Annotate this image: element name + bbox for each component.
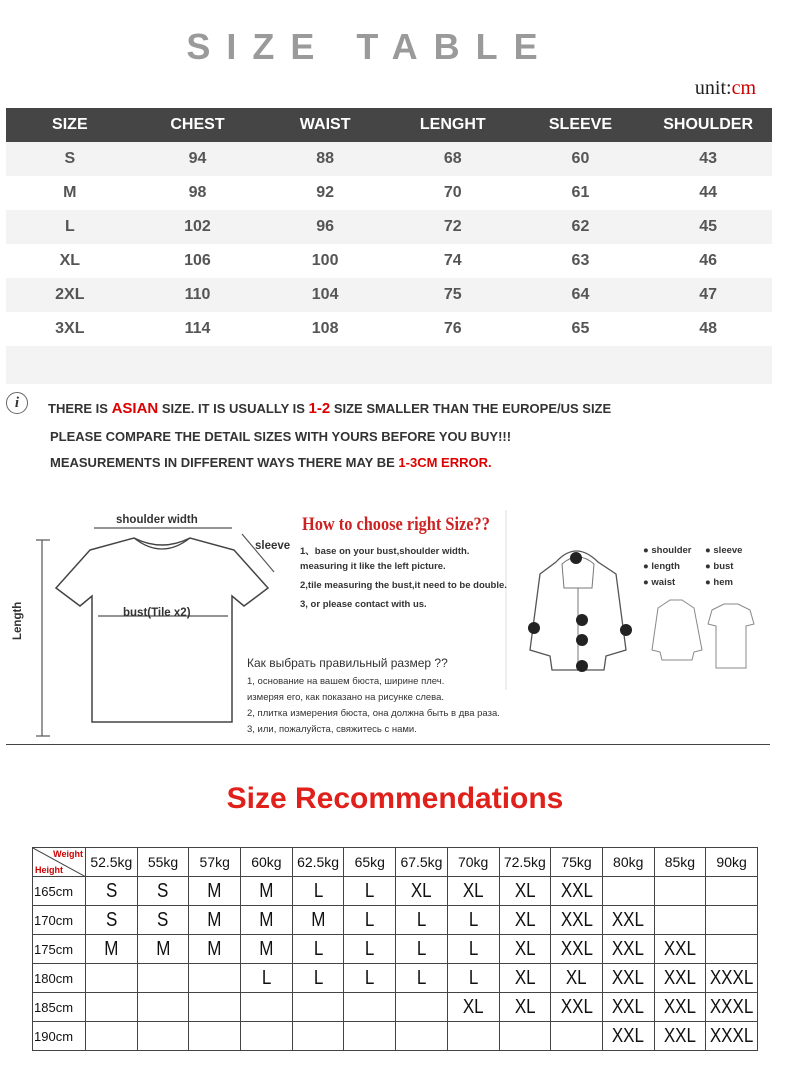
ru-guide-title: Как выбрать правильный размер ?? [247, 656, 448, 670]
size-cell: 108 [311, 320, 339, 337]
size-recommendation-cell [396, 906, 448, 935]
size-recommendation-value: L [468, 908, 478, 931]
size-recommendation-cell [292, 993, 344, 1022]
weight-header: 70kg [447, 848, 499, 877]
size-cell: 92 [316, 184, 335, 201]
recommendation-row [33, 935, 758, 964]
recommendation-row [33, 1022, 758, 1051]
size-recommendation-cell [396, 877, 448, 906]
size-cell: 3XL [55, 320, 85, 337]
page-title: SIZE TABLE [186, 26, 554, 67]
size-col-header: CHEST [134, 108, 262, 142]
recommendation-row [33, 964, 758, 993]
recommendation-header [33, 848, 758, 877]
size-recommendation-value: L [416, 937, 427, 960]
weight-header: 72.5kg [499, 848, 551, 877]
size-recommendation-cell [499, 877, 551, 906]
weight-header: 75kg [551, 848, 603, 877]
size-recommendation-value: XL [462, 995, 484, 1018]
size-recommendation-cell [551, 877, 603, 906]
note-highlight: 1-2 [308, 400, 331, 417]
height-cell: 180cm [33, 964, 86, 993]
size-recommendation-cell [292, 964, 344, 993]
bust-label: bust(Tile x2) [123, 607, 191, 619]
size-recommendation-value: L [261, 966, 272, 989]
legend-label: length [651, 561, 680, 572]
size-row [6, 312, 772, 346]
weight-header: 67.5kg [396, 848, 448, 877]
size-cell: 96 [261, 210, 389, 244]
size-recommendation-cell [396, 935, 448, 964]
size-recommendation-value: L [313, 937, 323, 960]
size-cell: 63 [571, 252, 590, 269]
weight-header: 55kg [137, 848, 189, 877]
info-icon: i [6, 392, 28, 414]
size-recommendation-cell [499, 1022, 551, 1051]
size-recommendation-cell [292, 877, 344, 906]
note-highlight: ASIAN [111, 400, 159, 417]
size-cell: XL [59, 252, 81, 269]
size-cell: 46 [699, 252, 718, 269]
size-recommendation-value: XXL [560, 879, 593, 902]
size-recommendation-cell [241, 993, 293, 1022]
size-recommendation-cell [189, 1022, 241, 1051]
size-recommendation-value: XL [514, 966, 536, 989]
size-recommendation-cell [292, 1022, 344, 1051]
size-recommendation-cell [86, 964, 138, 993]
size-recommendation-cell [447, 993, 499, 1022]
recommendations-title: Size Recommendations [226, 782, 564, 815]
height-cell: 190cm [33, 1022, 86, 1051]
size-recommendation-cell [602, 1022, 654, 1051]
size-recommendation-cell [396, 964, 448, 993]
size-recommendation-cell [654, 906, 706, 935]
size-recommendation-cell [499, 964, 551, 993]
size-recommendation-cell [602, 935, 654, 964]
legend-item: ● shoulder [643, 545, 692, 556]
size-cell: 45 [644, 210, 772, 244]
size-cell: 47 [644, 278, 772, 312]
size-recommendation-cell [189, 935, 241, 964]
legend-item: ● bust [705, 561, 734, 572]
corner-height-label: Height [35, 865, 63, 875]
size-recommendation-cell [189, 906, 241, 935]
size-recommendation-cell [241, 964, 293, 993]
note-asian-size [48, 400, 611, 417]
size-recommendation-value: L [416, 908, 427, 931]
size-recommendation-value: XL [566, 966, 587, 989]
size-recommendation-value: M [207, 937, 222, 960]
size-recommendation-value: XXL [560, 937, 593, 960]
marker-3 [576, 614, 588, 626]
size-recommendation-cell [551, 964, 603, 993]
size-recommendation-cell [344, 906, 396, 935]
size-cell: M [63, 184, 77, 201]
size-recommendation-value: M [155, 937, 171, 960]
size-recommendation-value: L [365, 908, 375, 931]
size-recommendation-value: M [259, 937, 274, 960]
size-recommendation-cell [396, 993, 448, 1022]
size-recommendation-cell [447, 906, 499, 935]
size-cell: 114 [184, 320, 211, 337]
note-text: SIZE SMALLER THAN THE EUROPE/US SIZE [330, 401, 612, 416]
size-cell: 2XL [6, 278, 134, 312]
size-cell: 75 [389, 278, 517, 312]
note-text: SIZE. IT IS USUALLY IS [158, 401, 309, 416]
legend-label: waist [651, 577, 676, 588]
size-cell: 98 [188, 184, 207, 201]
size-recommendation-value: L [365, 937, 375, 960]
choose-size-title: How to choose right Size?? [302, 514, 490, 535]
guide-step: measuring it like the left picture. [300, 561, 446, 572]
weight-header: 65kg [344, 848, 396, 877]
sleeve-label: sleeve [255, 540, 291, 552]
size-cell: 43 [644, 142, 772, 176]
size-recommendation-cell [189, 964, 241, 993]
size-recommendation-cell [654, 935, 706, 964]
legend-label: hem [713, 577, 733, 588]
note-text: MEASUREMENTS IN DIFFERENT WAYS THERE MAY BE [50, 455, 399, 470]
marker-5 [576, 634, 588, 646]
recommendation-table [32, 847, 758, 1051]
ru-guide-step: измеряя его, как показано на рисунке слева. [247, 692, 445, 703]
note-error [50, 455, 492, 470]
size-recommendation-cell [447, 1022, 499, 1051]
size-col-header: SIZE [6, 108, 134, 142]
size-recommendation-cell [602, 964, 654, 993]
legend-item: ● hem [705, 577, 733, 588]
size-recommendation-cell [706, 906, 758, 935]
size-recommendation-value: XXL [663, 966, 696, 989]
size-recommendation-cell [137, 964, 189, 993]
size-recommendation-cell [189, 993, 241, 1022]
size-col-header: LENGHT [389, 108, 517, 142]
tee-outline [708, 604, 754, 668]
size-recommendation-value: L [313, 879, 323, 902]
length-label: Length [12, 601, 24, 640]
size-recommendation-cell [447, 964, 499, 993]
size-row [6, 176, 772, 210]
size-recommendation-cell [86, 877, 138, 906]
marker-1 [570, 552, 582, 564]
size-recommendation-cell [241, 877, 293, 906]
size-cell: 64 [517, 278, 645, 312]
legend-label: sleeve [713, 545, 743, 556]
size-recommendation-cell [86, 1022, 138, 1051]
size-recommendation-cell [137, 1022, 189, 1051]
size-row [6, 278, 772, 312]
recommendation-body [33, 877, 758, 1051]
size-recommendation-cell [654, 993, 706, 1022]
height-cell: 170cm [33, 906, 86, 935]
weight-header: 57kg [189, 848, 241, 877]
size-recommendation-value: XXL [612, 937, 645, 960]
size-cell: 102 [134, 210, 262, 244]
marker-2 [620, 624, 632, 636]
size-row [6, 210, 772, 244]
size-recommendation-cell [447, 935, 499, 964]
size-recommendation-cell [344, 1022, 396, 1051]
size-recommendation-value: XXL [560, 995, 593, 1018]
weight-header: 52.5kg [86, 848, 138, 877]
size-recommendation-value: XXXL [710, 966, 754, 989]
size-recommendation-cell [499, 935, 551, 964]
note-text: THERE IS [48, 401, 112, 416]
sweater-outline [652, 600, 702, 660]
size-table [6, 108, 772, 384]
size-recommendation-value: L [468, 966, 478, 989]
size-cell: S [6, 142, 134, 176]
size-recommendation-value: XL [514, 995, 536, 1018]
size-recommendation-value: M [207, 908, 222, 931]
size-recommendation-cell [551, 935, 603, 964]
size-recommendation-value: M [259, 908, 274, 931]
size-recommendation-value: M [311, 908, 326, 931]
size-recommendation-value: S [157, 879, 169, 902]
unit-label [695, 77, 756, 100]
guide-step: 3, or please contact with us. [300, 599, 427, 610]
size-cell: 110 [134, 278, 262, 312]
size-recommendation-cell [292, 906, 344, 935]
unit-value: cm [731, 77, 756, 99]
size-recommendation-cell [344, 993, 396, 1022]
size-recommendation-value: XL [411, 879, 432, 902]
size-cell: 72 [389, 210, 517, 244]
shoulder-width-label: shoulder width [116, 514, 198, 526]
size-col-header: SLEEVE [517, 108, 645, 142]
legend-item: ● waist [643, 577, 676, 588]
size-recommendation-cell [447, 877, 499, 906]
size-recommendation-cell [499, 906, 551, 935]
size-cell: 74 [443, 252, 462, 269]
size-recommendation-value: XXL [612, 908, 645, 931]
size-cell: 104 [261, 278, 389, 312]
size-recommendation-cell [137, 993, 189, 1022]
legend-label: shoulder [651, 545, 692, 556]
size-cell: 61 [571, 184, 590, 201]
size-cell: 68 [389, 142, 517, 176]
size-recommendation-value: XXL [663, 995, 696, 1018]
size-cell: 60 [517, 142, 645, 176]
size-recommendation-cell [396, 1022, 448, 1051]
size-recommendation-value: XXL [612, 995, 645, 1018]
size-recommendation-cell [137, 935, 189, 964]
size-recommendation-cell [706, 964, 758, 993]
height-cell: 165cm [33, 877, 86, 906]
weight-header: 90kg [706, 848, 758, 877]
weight-header: 60kg [241, 848, 293, 877]
size-cell: 106 [184, 252, 211, 269]
size-recommendation-value: XL [514, 879, 536, 902]
size-recommendation-cell [654, 1022, 706, 1051]
size-recommendation-cell [602, 993, 654, 1022]
size-cell: 88 [261, 142, 389, 176]
size-recommendation-cell [706, 1022, 758, 1051]
size-recommendation-cell [86, 906, 138, 935]
size-recommendation-cell [654, 964, 706, 993]
ru-guide-step: 2, плитка измерения бюста, она должна быть в два раза. [247, 708, 500, 719]
size-recommendation-value: L [468, 937, 478, 960]
size-recommendation-value: L [365, 966, 375, 989]
size-recommendation-cell [292, 935, 344, 964]
size-recommendation-cell [551, 906, 603, 935]
size-recommendation-cell [602, 877, 654, 906]
size-row [6, 142, 772, 176]
size-recommendation-value: S [157, 908, 169, 931]
size-recommendation-cell [137, 877, 189, 906]
size-recommendation-value: L [365, 879, 375, 902]
size-recommendation-cell [344, 935, 396, 964]
size-recommendation-value: S [105, 879, 118, 902]
size-table-body [6, 142, 772, 384]
size-cell: 70 [443, 184, 462, 201]
size-recommendation-value: L [416, 966, 427, 989]
size-recommendation-value: XXXL [710, 995, 754, 1018]
size-recommendation-cell [706, 935, 758, 964]
size-recommendation-cell [86, 935, 138, 964]
size-col-header: WAIST [261, 108, 389, 142]
size-recommendation-value: L [313, 966, 323, 989]
note-highlight: 1-3CM ERROR. [398, 455, 492, 470]
size-recommendation-cell [654, 877, 706, 906]
size-recommendation-cell [241, 906, 293, 935]
tshirt-collar [134, 538, 190, 549]
size-recommendation-cell [706, 877, 758, 906]
size-cell: 62 [517, 210, 645, 244]
corner-cell [33, 848, 86, 877]
marker-4 [528, 622, 540, 634]
legend-label: bust [713, 561, 734, 572]
size-recommendation-value: XXL [663, 1024, 696, 1047]
weight-header: 85kg [654, 848, 706, 877]
guide-step: 2,tile measuring the bust,it need to be double. [300, 580, 507, 591]
size-recommendation-value: M [104, 937, 119, 960]
size-recommendation-value: S [105, 908, 118, 931]
tshirt-outline [56, 538, 268, 722]
size-recommendation-cell [344, 877, 396, 906]
size-recommendation-value: M [207, 879, 222, 902]
corner-weight-label: Weight [53, 849, 83, 859]
size-cell: 48 [699, 320, 718, 337]
legend-item: ● sleeve [705, 545, 743, 556]
size-recommendation-cell [706, 993, 758, 1022]
weight-header: 80kg [602, 848, 654, 877]
size-recommendation-value: XL [514, 908, 536, 931]
recommendation-row [33, 993, 758, 1022]
size-recommendation-cell [499, 993, 551, 1022]
height-cell: 185cm [33, 993, 86, 1022]
size-recommendation-value: XXL [560, 908, 593, 931]
size-recommendation-value: XXL [663, 937, 696, 960]
recommendation-row [33, 877, 758, 906]
size-cell: L [6, 210, 134, 244]
size-cell: 100 [311, 252, 339, 269]
size-recommendation-value: XXL [612, 1024, 645, 1047]
note-compare: PLEASE COMPARE THE DETAIL SIZES WITH YOURS BEFORE YOU BUY!!! [50, 429, 512, 444]
guide-step: 1、base on your bust,shoulder width. [300, 546, 470, 557]
size-recommendation-value: XL [462, 879, 484, 902]
size-recommendation-cell [86, 993, 138, 1022]
height-cell: 175cm [33, 935, 86, 964]
recommendation-row [33, 906, 758, 935]
blank-cell [6, 346, 772, 384]
size-recommendation-cell [137, 906, 189, 935]
size-recommendation-value: XL [514, 937, 536, 960]
size-recommendation-cell [602, 906, 654, 935]
section-divider [6, 744, 770, 745]
unit-prefix: unit: [694, 77, 732, 99]
size-col-header: SHOULDER [644, 108, 772, 142]
size-cell: 65 [571, 320, 590, 337]
size-recommendation-cell [344, 964, 396, 993]
size-row [6, 244, 772, 278]
size-recommendation-cell [241, 1022, 293, 1051]
size-recommendation-value: XXL [612, 966, 645, 989]
legend-item: ● length [643, 561, 680, 572]
ru-guide-step: 1, основание на вашем бюста, ширине плеч. [247, 676, 445, 687]
marker-6 [576, 660, 588, 672]
size-cell: 94 [134, 142, 262, 176]
size-table-header [6, 108, 772, 142]
size-cell: 44 [699, 184, 718, 201]
size-recommendation-value: XXXL [710, 1024, 754, 1047]
size-recommendation-cell [551, 993, 603, 1022]
size-cell: 76 [443, 320, 462, 337]
size-recommendation-cell [189, 877, 241, 906]
size-recommendation-value: M [259, 879, 274, 902]
weight-header: 62.5kg [292, 848, 344, 877]
size-recommendation-cell [551, 1022, 603, 1051]
size-recommendation-cell [241, 935, 293, 964]
ru-guide-step: 3, или, пожалуйста, свяжитесь с нами. [247, 724, 417, 735]
size-row-blank [6, 346, 772, 384]
